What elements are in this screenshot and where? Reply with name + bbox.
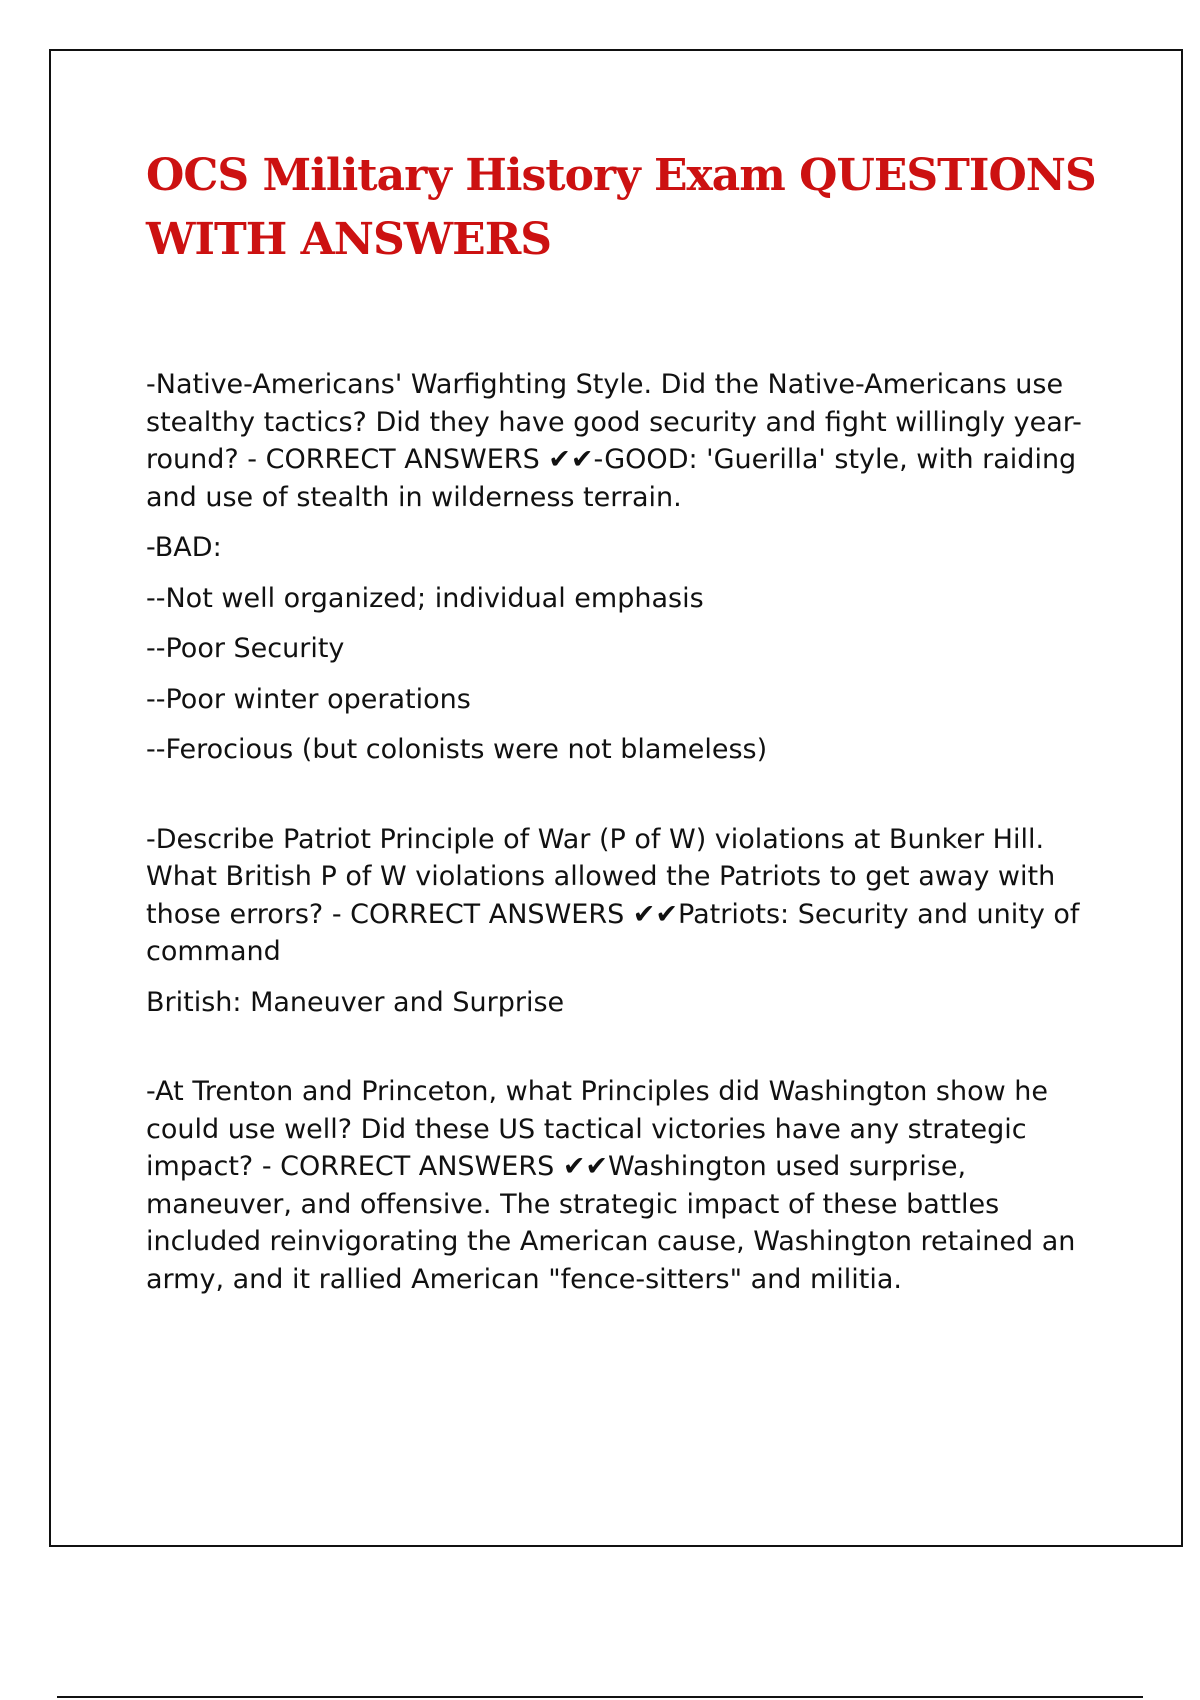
document-title: OCS Military History Exam QUESTIONS WITH ANSWERS xyxy=(146,150,1096,265)
question-text: -Native-Americans' Warfighting Style. Did the Native-Americans use stealthy tactics? Did they have good security and fight willingly year-round? - CORRECT ANSWERS ✔✔-GOOD: 'Guerilla' style, with raiding and use of stealth in wilderness terrain. xyxy=(146,369,1082,513)
answer-line: --Not well organized; individual emphasis xyxy=(146,582,704,614)
qa-list xyxy=(146,366,1086,1350)
answer-line: --Ferocious (but colonists were not blameless) xyxy=(146,734,768,765)
answer-line: British: Maneuver and Surprise xyxy=(146,986,565,1018)
answer-line: --Poor Security xyxy=(146,633,345,664)
question-text: -Describe Patriot Principle of War (P of W) violations at Bunker Hill. What British P of W violations allowed the Patriots to get away with those errors? - CORRECT ANSWERS ✔✔Patriots: Security and unity of command xyxy=(146,823,1080,967)
answer-line: --Poor winter operations xyxy=(146,683,471,715)
bottom-divider xyxy=(57,1696,1143,1698)
answer-line: -BAD: xyxy=(146,532,222,563)
qa-item xyxy=(146,821,1086,1022)
qa-item xyxy=(146,1073,1086,1298)
qa-item xyxy=(146,366,1086,769)
question-text: -At Trenton and Princeton, what Principles did Washington show he could use well? Did these US tactical victories have any strategic impact? - CORRECT ANSWERS ✔✔Washington used surprise, maneuver, and offensive. The strategic impact of these battles included reinvigorating the American cause, Washington retained an army, and it rallied American "fence-sitters" and militia. xyxy=(146,1076,1076,1295)
